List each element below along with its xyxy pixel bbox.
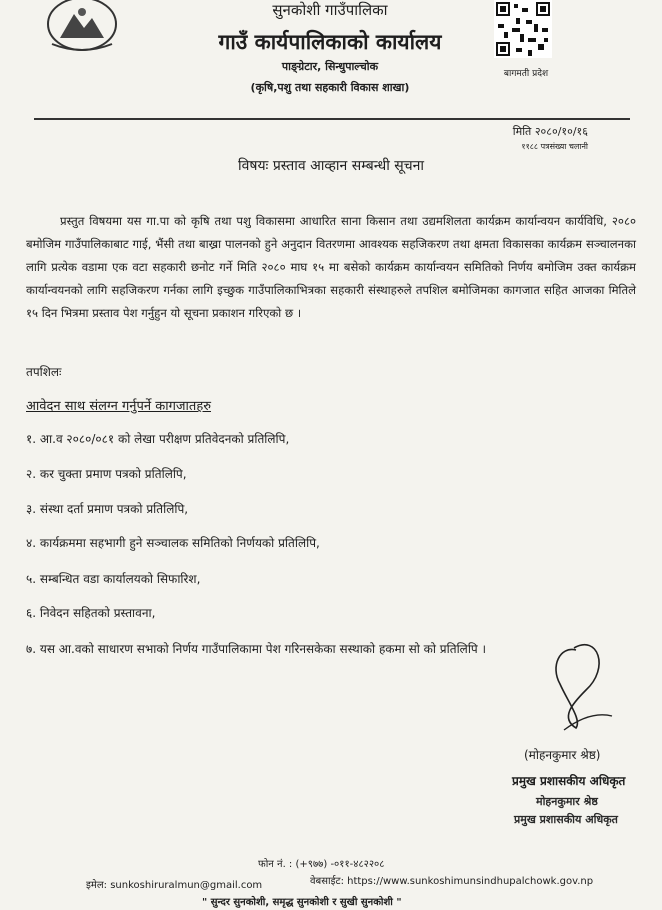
stamp-name: मोहनकुमार श्रेष्ठ (536, 795, 598, 808)
footer-phone: फोन नं. : (+९७७) -०११-४८२२०८ (258, 859, 385, 870)
footer-website: वेबसाईट: https://www.sunkoshimunsindhupalchowk.gov.np (310, 876, 594, 887)
notice-body (26, 210, 636, 325)
details-heading: तपशिलः (26, 365, 62, 379)
document-item: १. आ.व २०८०/०८१ को लेखा परीक्षण प्रतिवेदनको प्रतिलिपि, (26, 432, 290, 446)
signatory-designation: प्रमुख प्रशासकीय अधिकृत (512, 774, 626, 788)
document-item: ४. कार्यक्रममा सहभागी हुने सञ्चालक समितिको निर्णयको प्रतिलिपि, (26, 536, 320, 550)
office-title: गाउँ कार्यपालिकाको कार्यालय (218, 30, 442, 54)
office-address: पाङ्ग्रेटार, सिन्धुपाल्चोक (281, 60, 379, 73)
notice-subject: विषयः प्रस्ताव आव्हान सम्बन्धी सूचना (237, 158, 425, 174)
notice-date: मिति २०८०/१०/१६ (512, 125, 588, 138)
signatory-name: (मोहनकुमार श्रेष्ठ) (524, 748, 601, 762)
stamp-designation: प्रमुख प्रशासकीय अधिकृत (514, 813, 618, 826)
document-item: ३. संस्था दर्ता प्रमाण पत्रको प्रतिलिपि, (26, 502, 189, 516)
municipality-name: सुनकोशी गाउँपालिका (272, 1, 388, 19)
document-item: ६. निवेदन सहितको प्रस्तावना, (26, 606, 156, 620)
document-item: ५. सम्बन्धित वडा कार्यालयको सिफारिश, (26, 572, 201, 586)
footer-email: इमेल: sunkoshiruralmun@gmail.com (86, 880, 263, 891)
nepal-emblem-icon (44, 0, 120, 52)
reference-number: ११८८ पत्रसंख्या चलानी (521, 142, 588, 151)
documents-title: आवेदन साथ संलग्न गर्नुपर्ने कागजातहरु (26, 399, 211, 414)
branch-name: (कृषि,पशु तथा सहकारी विकास शाखा) (250, 81, 410, 94)
province-label: बागमती प्रदेश (503, 69, 549, 79)
document-item: ७. यस आ.वको साधारण सभाको निर्णय गाउँपालिकामा पेश गरिनसकेका सस्थाको हकमा सो को प्रतिलिपि । (26, 642, 487, 656)
header-divider (34, 118, 630, 120)
document-item: २. कर चुक्ता प्रमाण पत्रको प्रतिलिपि, (26, 467, 187, 481)
footer-slogan: " सुन्दर सुनकोशी, समृद्ध सुनकोशी र सुखी सुनकोशी " (202, 897, 402, 908)
signature-icon (520, 628, 630, 738)
notice-body-text: प्रस्तुत विषयमा यस गा.पा को कृषि तथा पशु विकासमा आधारित साना किसान तथा उद्यमशिलता कार्यक्रम कार्यान्वयन कार्यविधि, २०८० बमोजिम गाउँपालिकाबाट गाई, भैंसी तथा बाख्रा पालनको हुने अनुदान वितरणमा आवश्यक सहजिकरण तथा क्षमता विकासका कार्यक्रम सञ्चालनका लागि प्रत्येक वडामा एक वटा सहकारी छनोट गर्ने मिति २०८० माघ १५ मा बसेको कार्यक्रम कार्यान्वयन समितिको निर्णय बमोजिम उक्त कार्यक्रम कार्यान्वयनको लागि सहजिकरण गर्नका लागि इच्छुक गाउँपालिकाभित्रका सहकारी संस्थाहरुले तपशिल बमोजिमका कागजात सहित आजका मितिले १५ दिन भित्रमा प्रस्ताव पेश गर्नुहुन यो सूचना प्रकाशन गरिएको छ । (26, 214, 636, 320)
